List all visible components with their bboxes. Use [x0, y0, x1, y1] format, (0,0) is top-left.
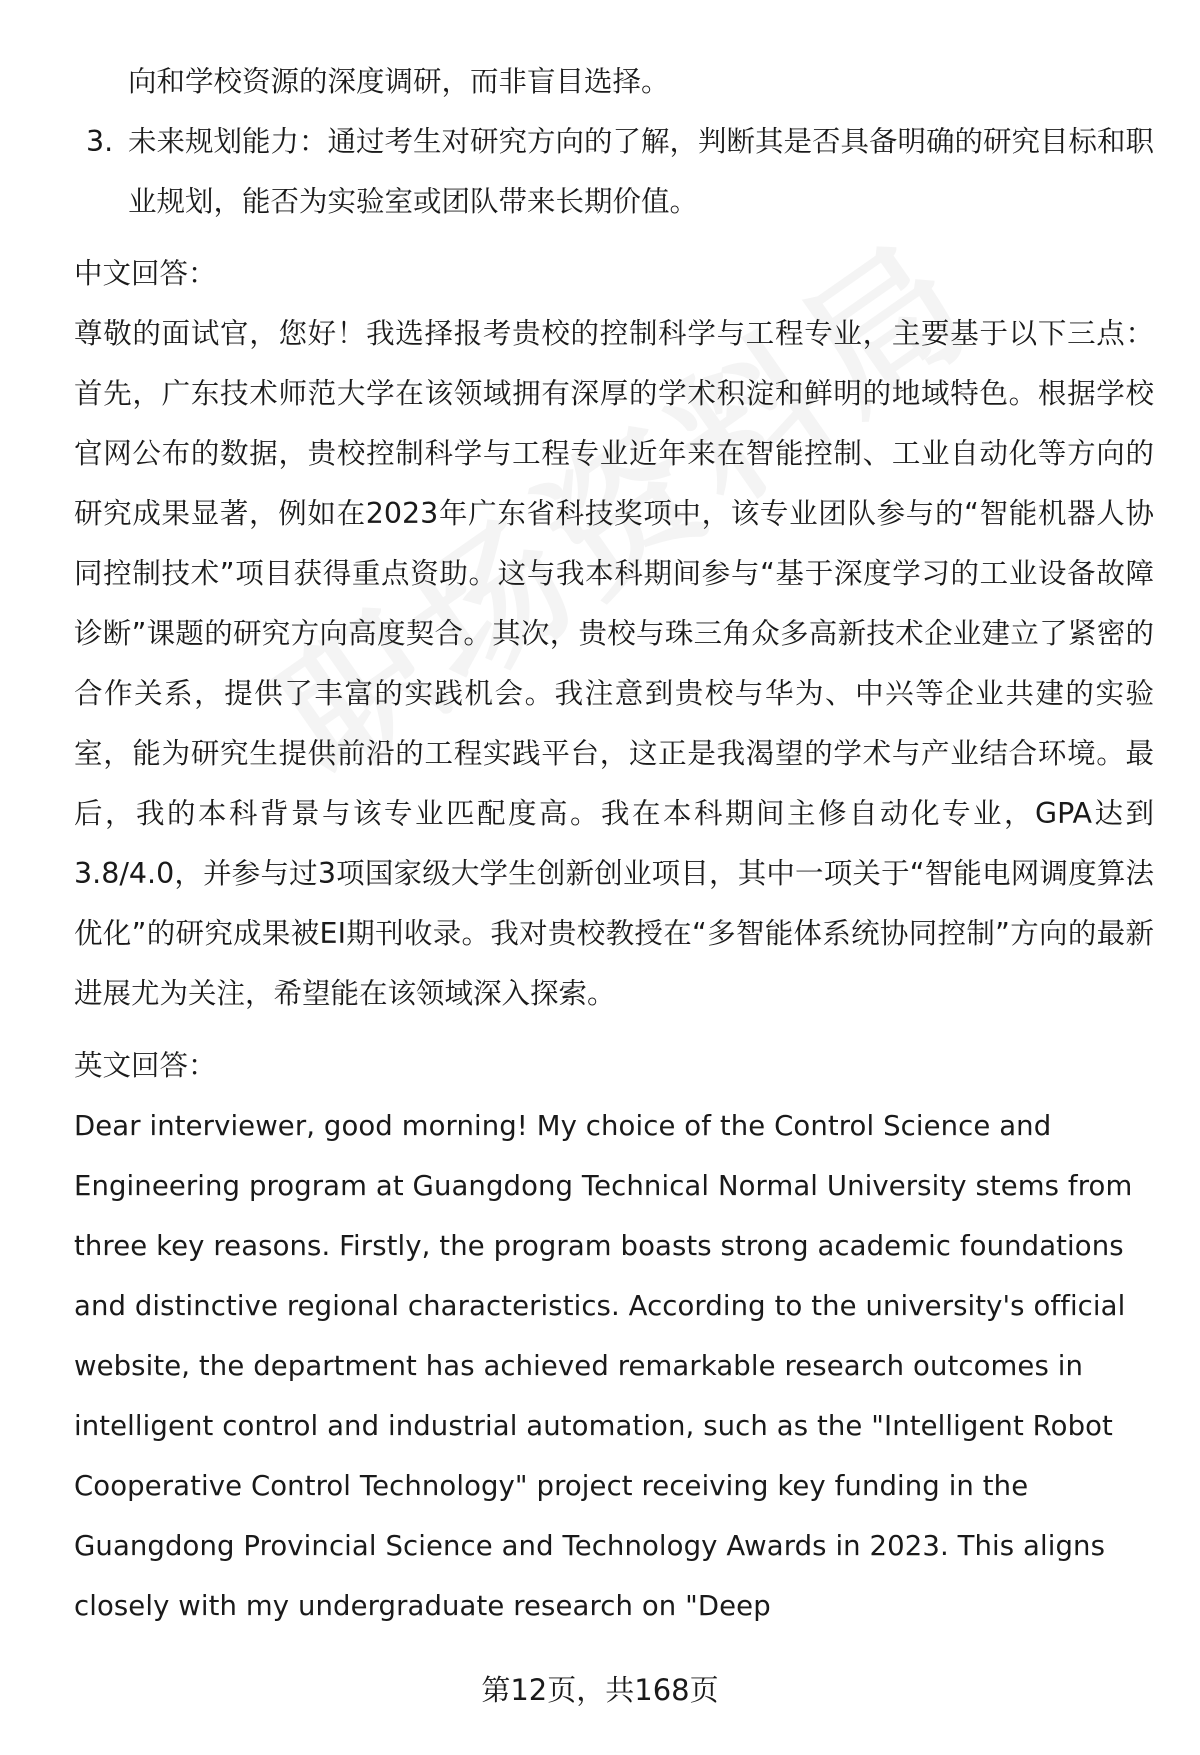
list-item-number: 3.: [86, 125, 114, 158]
document-page: [74, 52, 1154, 1636]
english-answer-label: 英文回答：: [74, 1049, 217, 1082]
list-item-text: 未来规划能力：通过考生对研究方向的了解，判断其是否具备明确的研究目标和职业规划，能否为实验室或团队带来长期价值。: [128, 125, 1155, 218]
page-number: 第12页，共168页: [481, 1673, 719, 1707]
chinese-answer-label: 中文回答：: [74, 257, 217, 290]
list-continuation: 向和学校资源的深度调研，而非盲目选择。: [128, 65, 670, 98]
list-item: [74, 112, 1154, 232]
english-answer-text: Dear interviewer, good morning! My choice of the Control Science and Engineering program at Guangdong Technical Normal University stems from three key reasons. Firstly, the program boasts strong academic foundations and distinctive regional characteristics. According to the university's official website, the department has achieved remarkable research outcomes in intelligent control and industrial automation, such as the "Intelligent Robot Cooperative Control Technology" project receiving key funding in the Guangdong Provincial Science and Technology Awards in 2023. This aligns closely with my undergraduate research on "Deep: [74, 1110, 1133, 1622]
chinese-answer-text: 尊敬的面试官，您好！我选择报考贵校的控制科学与工程专业，主要基于以下三点：首先，广东技术师范大学在该领域拥有深厚的学术积淀和鲜明的地域特色。根据学校官网公布的数据，贵校控制科学与工程专业近年来在智能控制、工业自动化等方向的研究成果显著，例如在2023年广东省科技奖项中，该专业团队参与的“智能机器人协同控制技术”项目获得重点资助。这与我本科期间参与“基于深度学习的工业设备故障诊断”课题的研究方向高度契合。其次，贵校与珠三角众多高新技术企业建立了紧密的合作关系，提供了丰富的实践机会。我注意到贵校与华为、中兴等企业共建的实验室，能为研究生提供前沿的工程实践平台，这正是我渴望的学术与产业结合环境。最后，我的本科背景与该专业匹配度高。我在本科期间主修自动化专业，GPA达到3.8/4.0，并参与过3项国家级大学生创新创业项目，其中一项关于“智能电网调度算法优化”的研究成果被EI期刊收录。我对贵校教授在“多智能体系统协同控制”方向的最新进展尤为关注，希望能在该领域深入探索。: [74, 317, 1154, 1010]
